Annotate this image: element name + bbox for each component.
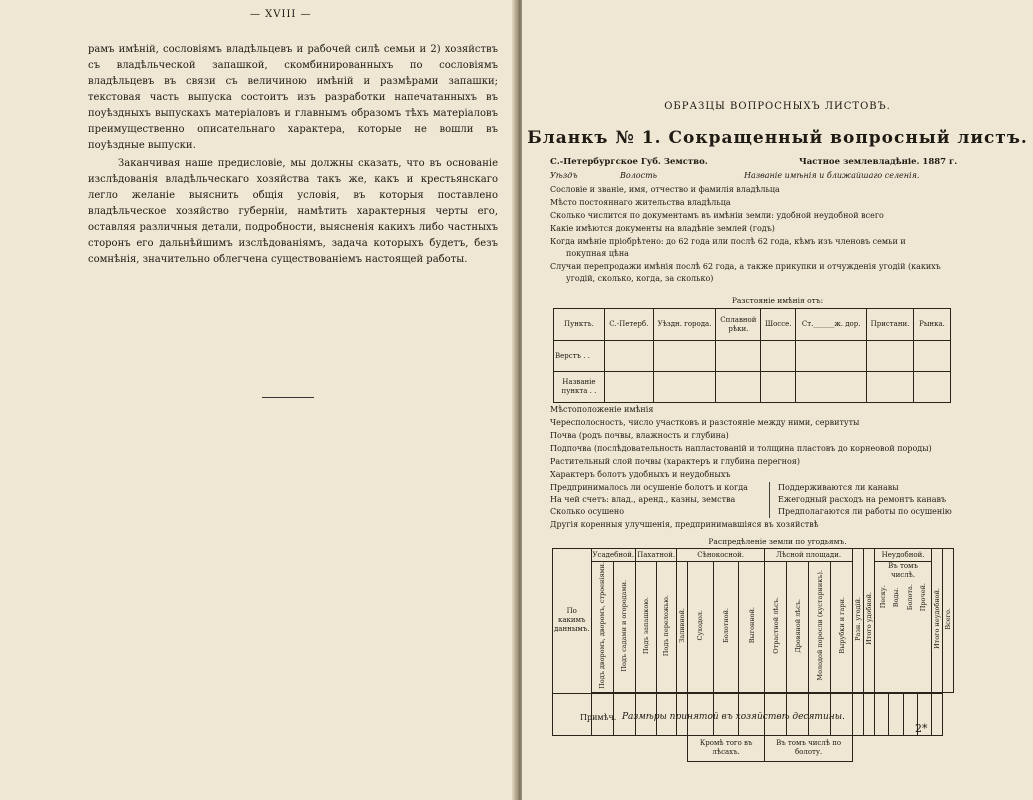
forms-heading: ОБРАЗЦЫ ВОПРОСНЫХЪ ЛИСТОВЪ.: [664, 101, 891, 112]
land-col-boloto: Болота.: [905, 584, 914, 611]
note-les: Кромѣ того въ лѣсахъ.: [688, 735, 765, 761]
land-col-10: Дровяной лѣсъ.: [787, 562, 809, 693]
land-col-vsego: Всего.: [942, 549, 953, 693]
land-col-razn: Разн. угодій.: [853, 549, 864, 693]
question-1: Сословіе и званіе, имя, отчество и фамилія владѣльца: [550, 185, 780, 194]
land-col-2: Подъ садами и огородами.: [613, 562, 635, 693]
estate-name-label: Названіе имѣнія и ближайшаго селенія.: [744, 171, 920, 180]
dist-header-river: Сплавной рѣки.: [716, 309, 761, 341]
left-page: [0, 0, 516, 800]
dist-row-label: Верстъ . .: [554, 341, 605, 372]
land-group-neud: Неудобной.: [875, 549, 932, 562]
land-col-prochei: Прочей.: [919, 583, 928, 612]
dist-header-pier: Пристани.: [867, 309, 914, 341]
uezd-label: Уѣздъ: [550, 171, 578, 180]
note-boloto: Въ томъ числѣ по болоту.: [765, 735, 853, 761]
drainage-divider: [769, 482, 770, 518]
drainage-q6: Предполагаются ли работы по осушенію: [778, 507, 952, 516]
form-title: Бланкъ № 1. Сокращенный вопросный листъ.: [527, 128, 1028, 148]
dist-row-label: Названіе пункта . .: [554, 372, 605, 403]
land-col-itogo-ud: Итого удобной.: [864, 549, 875, 693]
distance-table: [553, 308, 951, 403]
land-group-sen: Сѣнокосной.: [677, 549, 765, 562]
question-5: Когда имѣніе пріобрѣтено: до 62 года или послѣ 62 года, кѣмъ изъ членовъ семьи и: [550, 237, 906, 246]
land-col-5: Заливной.: [677, 562, 688, 693]
paragraph-1: рамъ имѣній, сословіямъ владѣльцевъ и рабочей силѣ семьи и 2) хозяйствъ съ владѣльческой запашкой, скомбинированныхъ по сословіямъ владѣльцевъ въ связи съ величиною имѣній и размѣрами запашки; текстовая часть выпуска состоитъ изъ разработки напечатанныхъ въ поуѣздныхъ выпускахъ матеріаловъ и главнымъ образомъ тѣхъ матеріаловъ преимущественно описательнаго характера, которые не вошли въ поуѣздные выпуски.: [88, 44, 498, 151]
footnote-label: Примѣч.: [580, 713, 617, 722]
drainage-q3: Сколько осушено: [550, 507, 625, 516]
dist-header-shosse: Шоссе.: [761, 309, 796, 341]
dist-row-names: [554, 372, 951, 403]
land-col-4: Подъ переложью.: [656, 562, 677, 693]
land-notes-row: [553, 735, 954, 761]
dist-header-market: Рынка.: [914, 309, 951, 341]
left-text-block: [88, 42, 498, 268]
question-3: Сколько числится по документамъ въ имѣніи земли: удобной неудобной всего: [550, 211, 884, 220]
land-col-6: Суходол.: [688, 562, 714, 693]
zemstvo-label: С.-Петербургское Губ. Земство.: [550, 157, 708, 167]
volost-label: Волость: [620, 171, 658, 180]
drainage-q2: На чей счетъ: влад., аренд., казны, земства: [550, 495, 736, 504]
question-2: Мѣсто постояннаго жительства владѣльца: [550, 198, 731, 207]
land-col-1: Подъ дворомъ, дворомъ, строеніями.: [591, 562, 613, 693]
question-10: Подпочва (послѣдовательность напластованій и толщина пластовъ до корнеовой породы): [550, 444, 932, 453]
question-6: Случаи перепродажи имѣнія послѣ 62 года, а также прикупки и отчужденія угодій (какихъ: [550, 262, 941, 271]
dist-row-versts: [554, 341, 951, 372]
question-9: Почва (родъ почвы, влажность и глубина): [550, 431, 729, 440]
land-col-12: Вырубки и гари.: [831, 562, 853, 693]
dist-header-spb: С.-Петерб.: [604, 309, 653, 341]
question-13: Другія коренныя улучшенія, предпринимавшіяся въ хозяйствѣ: [550, 520, 819, 529]
question-12: Характеръ болотъ удобныхъ и неудобныхъ: [550, 470, 731, 479]
drainage-q4: Поддерживаются ли канавы: [778, 483, 899, 492]
land-table: [552, 548, 954, 762]
land-group-les: Лѣсной площади.: [765, 549, 853, 562]
question-7: Мѣстоположеніе имѣнія: [550, 405, 654, 414]
drainage-q5: Ежегодный расходъ на ремонтъ канавъ: [778, 495, 947, 504]
land-col-pesok: Песку.: [878, 585, 887, 609]
land-caption: Распредѣленіе земли по угодьямъ.: [708, 537, 847, 546]
land-row-header: По какимъ даннымъ.: [553, 549, 592, 694]
land-col-itogo-neud: Итого неудобной.: [931, 549, 942, 693]
dist-header-uezd: Уѣздн. города.: [653, 309, 716, 341]
dist-header-station: Ст.______ж. дор.: [796, 309, 867, 341]
dist-header-punkt: Пунктъ.: [554, 309, 605, 341]
question-5-cont: покупная цѣна: [566, 249, 629, 258]
page-number: 2*: [915, 722, 928, 735]
drainage-q1: Предпринималось ли осушеніе болотъ и когда: [550, 483, 748, 492]
land-col-voda: Воды.: [892, 587, 901, 608]
question-4: Какіе имѣются документы на владѣніе землей (годъ): [550, 224, 775, 233]
land-group-usad: Усадебной.: [591, 549, 636, 562]
estate-label: Частное землевладѣніе. 1887 г.: [799, 157, 958, 167]
land-col-7: Болотной.: [713, 562, 739, 693]
footnote-text: Размѣры принятой въ хозяйствѣ десятины.: [622, 712, 845, 722]
question-11: Растительный слой почвы (характеръ и глубина перегноя): [550, 457, 800, 466]
land-sub-vtom: Въ томъ числѣ. Песку. Воды. Болота. Прочей.: [875, 562, 932, 693]
land-col-3: Подъ запашкою.: [636, 562, 657, 693]
land-col-8: Выгонной.: [739, 562, 765, 693]
distance-caption: Разстояніе имѣнія отъ:: [731, 296, 824, 305]
right-page: [522, 0, 1033, 800]
question-6-cont: угодій, сколько, когда, за сколько): [566, 274, 714, 283]
page-number-header: — XVIII —: [250, 9, 312, 20]
paragraph-2: Заканчивая наше предисловіе, мы должны сказать, что въ основаніе изслѣдованія владѣльческаго хозяйства такъ же, какъ и крестьянскаго легло желаніе выяснить общія условія, въ которыя поставлено владѣльческое хозяйство губерніи, намѣтить характерныя черты его, оставляя различныя детали, подробности, выясненія какихъ либо частныхъ сторонъ его дальнѣйшимъ изслѣдованіямъ, задача которыхъ будетъ, безъ сомнѣнія, значительно облегчена существованіемъ настоящей работы.: [88, 158, 498, 265]
separator-line: [262, 397, 314, 398]
question-8: Чересполосность, число участковъ и разстояніе между ними, сервитуты: [550, 418, 860, 427]
land-group-pah: Пахатной.: [636, 549, 677, 562]
land-col-9: Отрастной лѣсъ.: [765, 562, 787, 693]
land-col-11: Молодой поросли (кустарникъ).: [809, 562, 831, 693]
